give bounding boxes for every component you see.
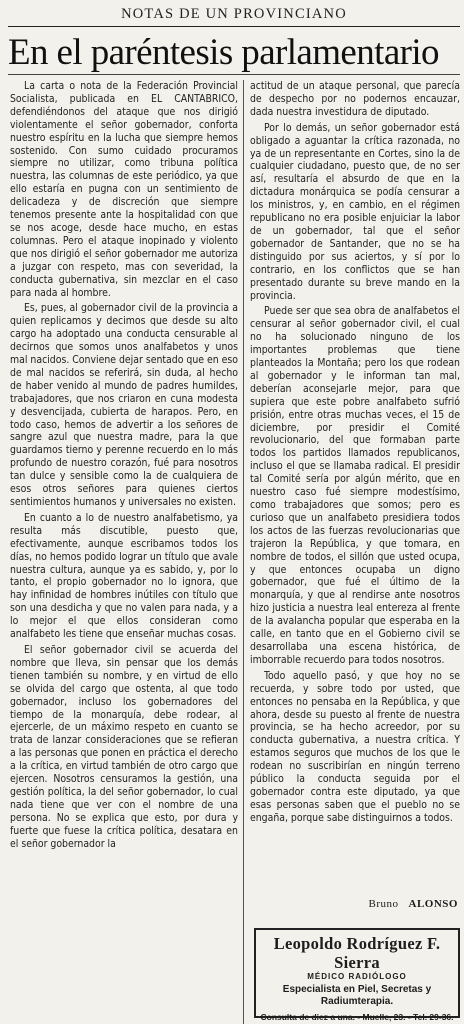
ad-doctor-title: MÉDICO RADIÓLOGO [307, 972, 407, 981]
ad-doctor-name: Leopoldo Rodríguez F. Sierra [273, 934, 441, 972]
newspaper-page [8, 0, 460, 1024]
section-header: NOTAS DE UN PROVINCIANO [8, 4, 460, 27]
article-paragraph: actitud de un ataque personal, que parecía de despecho por no podernos encauzar, dada nuestra investidura de diputado. [250, 80, 460, 118]
article-right-column [250, 80, 460, 900]
ad-specialty: Especialista en Piel, Secretas y Radiumterapia. [282, 984, 432, 1007]
ad-address: Consulta de diez a una. - Muelle, 23. - Tel. 29-36. [260, 1012, 454, 1022]
article-left-column [10, 80, 238, 1020]
author-signature [258, 898, 458, 910]
article-paragraph: Por lo demás, un señor gobernador está obligado a aguantar la crítica razonada, no ya de un representante en Cortes, sino la de cualquier ciudadano, puesto que, de no ser así, resultaría el absurdo de que en la dictadura monárquica se podía censurar a los ministros, y, en cambio, en el régimen republicano no era posible enjuiciar la labor de un gobernador, tal que el señor gobernador de Santander, que no se ha distinguido por sus aciertos, y sí por lo contrario, en los conflictos que se han presentado durante su breve mando en la provincia. [250, 121, 460, 302]
classified-advertisement [254, 928, 460, 1022]
article-paragraph: En cuanto a lo de nuestro analfabetismo, ya resulta más discutible, puesto que, efectivamente, aunque escribamos todos los días, no hemos podido lograr un título que avale nuestra cultura, aunque ya es sabido, y, por lo tanto, el propio gobernador no lo ignora, que hay infinidad de hombres inútiles con título que son una desdicha y que no valen para nada, y a lo mejor el que ellos consideran como analfabeto les tiene que enseñar muchas cosas. [10, 511, 238, 641]
article-headline: En el paréntesis parlamentario [8, 32, 460, 75]
column-divider [243, 80, 244, 1024]
article-paragraph: Puede ser que sea obra de analfabetos el censurar al señor gobernador civil, el cual no ha solucionado ninguno de los importantes problemas que tiene planteados la Montaña; pero los que rodean al gobernador y le informan tan mal, deberían aconsejarle mejor, para que supiera que este pobre analfabeto sufrió prisión, entre otras muchas veces, el 15 de diciembre, por presidir el Comité revolucionario, del que formaban parte todos los partidos llamados republicanos, incluso el que se llamaba radical. El presidir tal Comité sería por algún mérito, que en nuestro caso fué siempre modestísimo, como trabajadores que somos; pero es curioso que un analfabeto presidiera todos los actos de las fuerzas revolucionarias que trajeron la República, y que tomara, en nombre de todos, el sillón que usted ocupa, y que entonces ocupaba un digno gobernador, que fué el último de la monarquía, y que al rendirse ante nosotros hizo justicia a nuestra leal entereza al frente de la avalancha popular que esperaba en la calle, en tanto que en el Gobierno civil se desarrollaba una escena histórica, de imborrable recuerdo para todos nosotros. [250, 305, 460, 666]
article-paragraph: El señor gobernador civil se acuerda del nombre que lleva, sin pensar que los demás tienen también su nombre, y en virtud de ello se olvida del cargo que ostenta, al que todo gobernador, incluso los gobernadores del tiempo de la monarquía, debe rodear, al ejercerle, de un máximo respeto en cuanto se trata de lanzar consideraciones que se refieran a las personas que ponen en práctica el derecho a la crítica, en virtud también de otro cargo que ejercen. Nosotros censuramos la gestión, una gestión política, la del señor gobernador, lo cual nada tiene que ver con el nombre de una persona. No se explica que esto, por dura y fuerte que fuese la crítica política, desatara en el señor gobernador la [10, 643, 238, 850]
author-last-name: ALONSO [408, 898, 458, 910]
article-paragraph: Todo aquello pasó, y que hoy no se recuerda, y sobre todo por usted, que entonces no pensaba en la República, y que ahora, desde su puesto al frente de nuestra provincia, se ha hecho acreedor, por su conducta gubernativa, a nuestra crítica. Y estamos seguros que muchos de los que le rodean no suscribirían en ningún terreno público la conducta seguida por el gobernador contra este diputado, ya que esas personas saben que el pueblo no se engaña, porque sabe distinguirnos a todos. [250, 669, 460, 824]
author-first-name: Bruno [368, 898, 399, 910]
article-paragraph: Es, pues, al gobernador civil de la provincia a quien replicamos y decimos que desde su alto cargo ha adoptado una conducta censurable al decirnos que somos unos analfabetos y unos mal nacidos. Conviene dejar sentado que en eso de mal nacidos se referirá, sin duda, al hecho de haber venido al mundo de padres humildes, trabajadores, que nos criaron en cuna modesta y desvencijada, cubierta de harapos. Pero, en todo caso, hemos de advertir a los señores de sangre azul que nuestra madre, para la que guardamos tierno y perenne recuerdo en lo más profundo de nuestro corazón, fué para nosotros tan dulce y sensible como la de cualquiera de esos otros señores para quienes ciertos sentimientos humanos y universales no existen. [10, 302, 238, 508]
article-paragraph: La carta o nota de la Federación Provincial Socialista, publicada en EL CANTABRICO, defendiéndonos del ataque que nos dirigió violentamente el señor gobernador, conforta nuestro espíritu en la lucha que siempre hemos sostenido. Con sumo cuidado procuramos siempre no utilizar, como tribuna política nuestra, las columnas de este periódico, ya que ello estaría en pugna con un sentimiento de delicadeza y de discreción que siempre tenemos presente ante la hospitalidad con que se nos acoge, desde hace mucho, en estas columnas. Pero el ataque inopinado y violento que nos dirigió el señor gobernador me autoriza a juzgar con respeto, mas con severidad, la conducta gubernativa, sin mezclar en el caso para nada al hombre. [10, 80, 238, 299]
